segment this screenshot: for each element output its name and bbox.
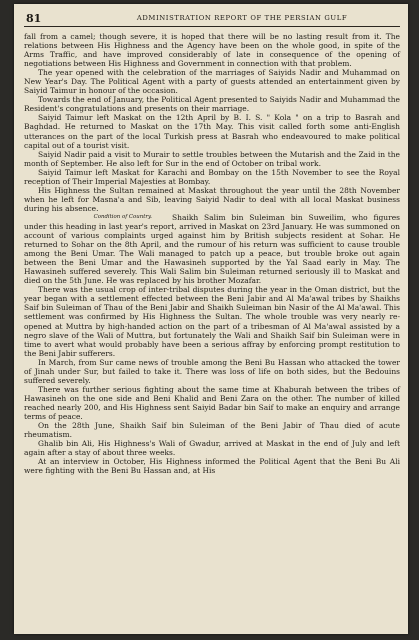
running-title: ADMINISTRATION REPORT OF THE PERSIAN GULF [136,14,348,22]
paragraph: At an interview in October, His Highness informed the Political Agent that the Beni Bu Ali were fighting with the Beni Bu Hassan and, at His [24,457,400,476]
paragraph: Saiyid Taimur left Maskat on the 12th April by B. I. S. " Kola " on a trip to Basrah and Baghdad. He returned to Maskat on the 17th May. This visit called forth some anti-English utterances on the part of the local Turkish press at Basrah who endeavoured to make political capital out of a tourist visit. [24,113,400,150]
body-text [24,32,400,475]
paragraph: Saiyid Nadir paid a visit to Murair to settle troubles between the Mutarish and the Zaid in the month of September. He also left for Sur in the end of October on tribal work. [24,149,400,168]
paragraph: fall from a camel; though severe, it is hoped that there will be no lasting result from it. The relations between His Highness and the Agency have been on the whole good, in spite of the Arms Traffic, and have improved considerably of late in consequence of the opening of negotiations between His Highness and Government in connection with that problem. [24,32,400,69]
paragraph: Towards the end of January, the Political Agent presented to Saiyids Nadir and Muhammad the Resident's congratulations and presents on their marriage. [24,95,400,114]
paragraph: Saiyid Taimur left Maskat for Karachi and Bombay on the 15th November to see the Royal reception of Their Imperial Majesties at Bombay. [24,167,400,186]
document-page [14,4,408,634]
paragraph: Ghalib bin Ali, His Highness's Wali of Gwadur, arrived at Maskat in the end of July and left again after a stay of about three weeks. [24,439,400,458]
paragraph: There was the usual crop of inter-tribal disputes during the year in the Oman district, but the year began with a settlement effected between the Beni Jabir and Al Ma'awal tribes by Shaikhs Saif bin Suleiman of Thau of the Beni Jabir and Shaikh Suleiman bin Nasir of the Al Ma'awal. This settlement was confirmed by His Highness the Sultan. The whole trouble was very nearly re-opened at Muttra by high-handed action on the part of a tribesman of Al Ma'awal assisted by a negro slave of the Wali of Muttra, but fortunately the Wali and Shaikh Saif bin Suleiman were in time to avert what would probably have been a serious affray by enforcing prompt restitution to the Beni Jabir sufferers. [24,285,400,358]
paragraph: There was further serious fighting about the same time at Khaburah between the tribes of Hawasineh on the one side and Beni Khalid and Beni Zara on the other. The number of killed reached nearly 200, and His Highness sent Saiyid Badar bin Saif to make an enquiry and arrange terms of peace. [24,384,400,421]
margin-note: Condition of Country. [93,213,152,220]
page-number: 81 [26,12,42,25]
paragraph: In March, from Sur came news of trouble among the Beni Bu Hassan who attacked the tower of Jinah under Sur, but failed to take it. There was loss of life on both sides, but the Bedouins suffered severely. [24,357,400,385]
paragraph: Shaikh Salim bin Suleiman bin Suweilim, who figures under this heading in last year's report, arrived in Maskat on 23rd January. He was summoned on account of various complaints urged against him by British subjects resident at Sohar. He returned to Sohar on the 8th April, and the rumour of his return was sufficient to cause trouble among the Beni Umar. The Wali managed to patch up a peace, but trouble broke out again between the Beni Umar and the Hawasineh supported by the Yal Saad early in May. The Hawasineh suffered severely. This Wali Salim bin Suleiman returned seriously ill to Maskat and died on the 5th June. He was replaced by his brother Mozafar. [24,212,400,286]
paragraph: His Highness the Sultan remained at Maskat throughout the year until the 28th November when he left for Masna'a and Sib, leaving Saiyid Nadir to deal with all local Maskat business during his absence. [24,185,400,213]
paragraph: On the 28th June, Shaikh Saif bin Suleiman of the Beni Jabir of Thau died of acute rheumatism. [24,421,400,440]
page-header [24,12,400,27]
paragraph: The year opened with the celebration of the marriages of Saiyids Nadir and Muhammad on New Year's Day. The Political Agent with a party of guests attended an entertainment given by Saiyid Taimur in honour of the occasion. [24,68,400,96]
